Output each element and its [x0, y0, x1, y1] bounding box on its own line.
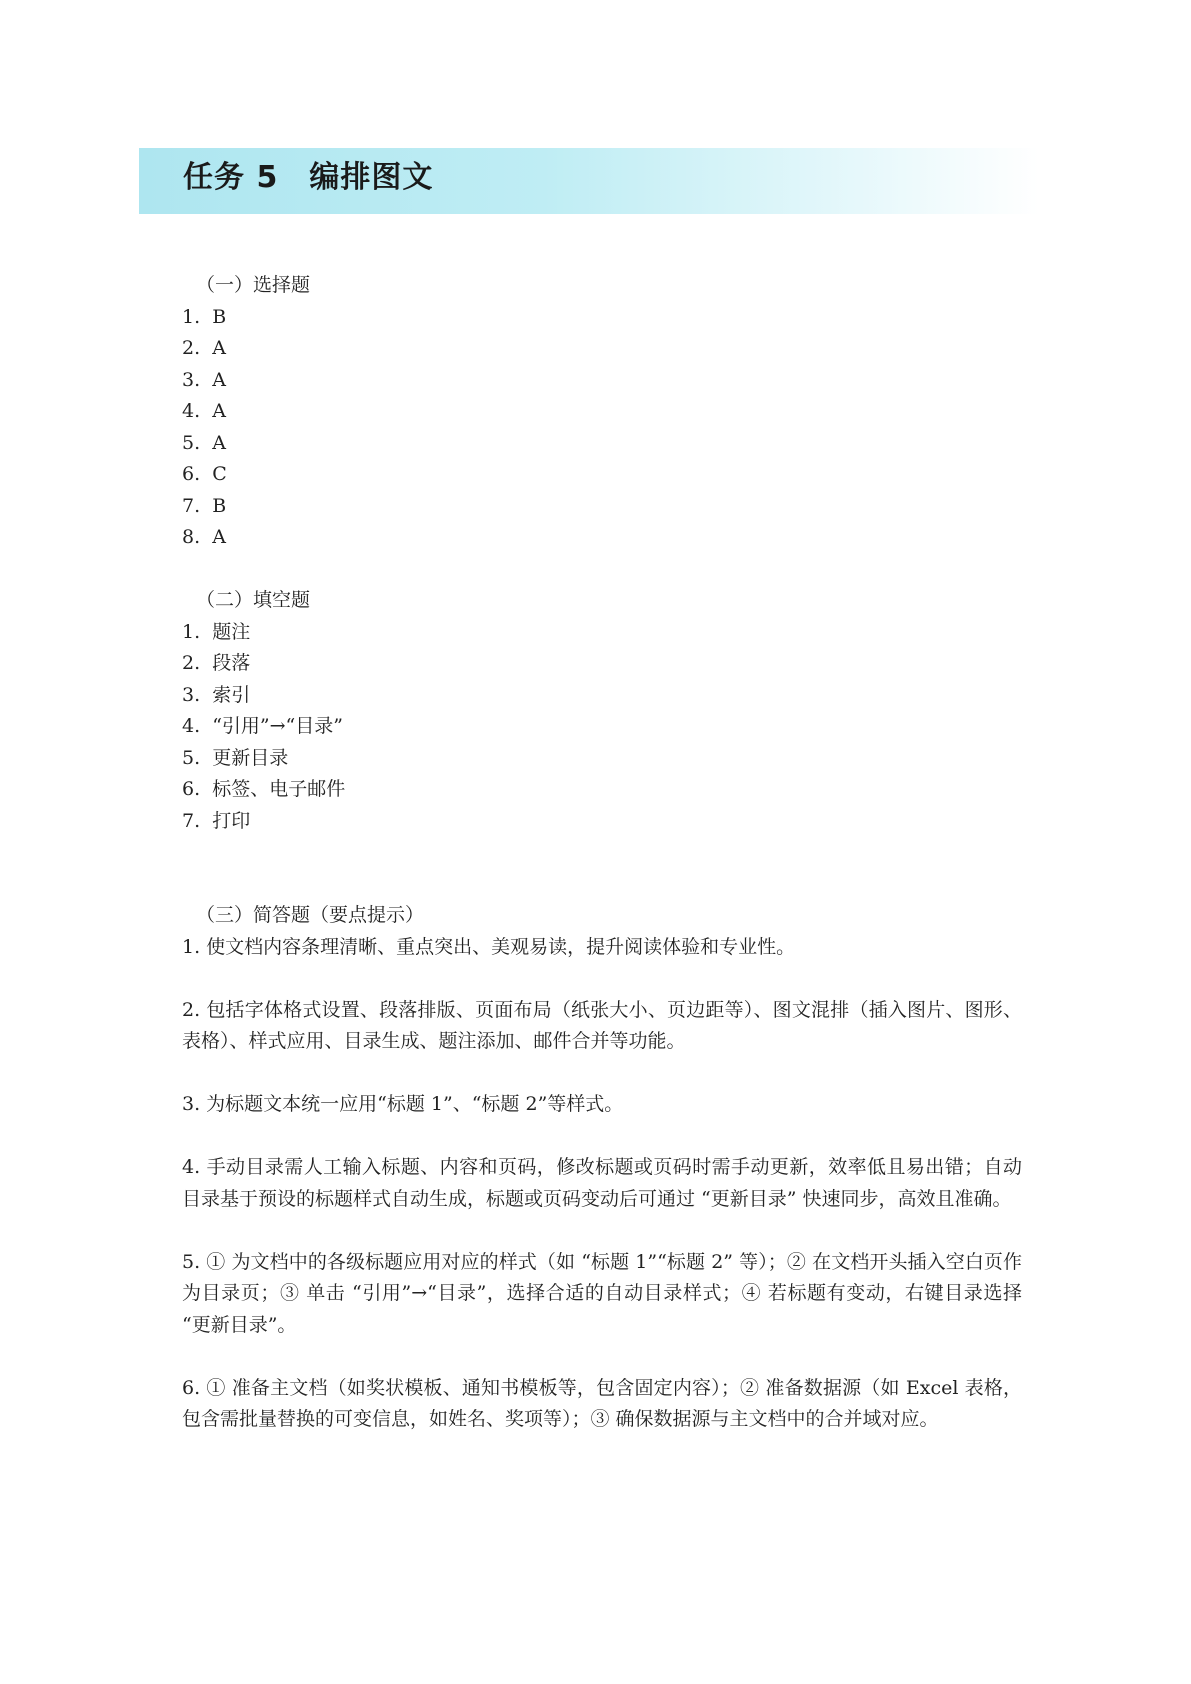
short-answer-paragraph: 3. 为标题文本统一应用“标题 1”、“标题 2”等样式。 [182, 1093, 624, 1115]
list-item: 3. 索引 [182, 683, 251, 706]
list-item: 5. 更新目录 [182, 746, 289, 769]
spacer [182, 1058, 1022, 1090]
list-item: 6. 标签、电子邮件 [182, 778, 346, 800]
section-heading-choice: （一）选择题 [196, 274, 311, 296]
list-item: 5. A [182, 431, 226, 454]
list-item: 7. B [182, 494, 227, 517]
list-item: 1. 题注 [182, 620, 251, 643]
short-answer-paragraph: 2. 包括字体格式设置、段落排版、页面布局（纸张大小、页边距等）、图文混排（插入图片、图形、表格）、样式应用、目录生成、题注添加、邮件合并等功能。 [182, 998, 1022, 1052]
spacer [182, 963, 1022, 995]
spacer [182, 837, 1022, 900]
spacer [182, 1341, 1022, 1373]
fill-blank-answer-list [182, 617, 1022, 838]
list-item: 6. C [182, 463, 227, 485]
list-item: 4. A [182, 400, 226, 422]
spacer [182, 1121, 1022, 1153]
page-title: 任务 5 编排图文 [183, 160, 434, 195]
list-item: 2. A [182, 337, 226, 359]
section-heading-fill-blank: （二）填空题 [196, 589, 311, 611]
choice-answer-list [182, 302, 1022, 554]
short-answer-paragraph: 4. 手动目录需人工输入标题、内容和页码，修改标题或页码时需手动更新，效率低且易出错；自动目录基于预设的标题样式自动生成，标题或页码变动后可通过 “更新目录” 快速同步，高效且准确。 [182, 1156, 1022, 1210]
short-answer-paragraph: 5. ① 为文档中的各级标题应用对应的样式（如 “标题 1”“标题 2” 等）；② 在文档开头插入空白页作为目录页；③ 单击 “引用”→“目录”，选择合适的自动目录样式；④ 若标题有变动，右键目录选择 “更新目录”。 [182, 1250, 1022, 1336]
short-answer-paragraph: 1. 使文档内容条理清晰、重点突出、美观易读，提升阅读体验和专业性。 [182, 935, 796, 958]
short-answer-paragraph: 6. ① 准备主文档（如奖状模板、通知书模板等，包含固定内容）；② 准备数据源（如 Excel 表格，包含需批量替换的可变信息，如姓名、奖项等）；③ 确保数据源与主文档中的合并域对应。 [182, 1376, 1022, 1430]
list-item: 2. 段落 [182, 652, 251, 674]
list-item: 8. A [182, 526, 226, 548]
list-item: 3. A [182, 368, 226, 391]
list-item: 4. “引用”→“目录” [182, 715, 343, 737]
list-item: 7. 打印 [182, 809, 251, 832]
section-heading-short-answer: （三）简答题（要点提示） [196, 904, 425, 926]
document-body [182, 270, 1022, 1436]
spacer [182, 554, 1022, 586]
list-item: 1. B [182, 305, 227, 328]
spacer [182, 1215, 1022, 1247]
